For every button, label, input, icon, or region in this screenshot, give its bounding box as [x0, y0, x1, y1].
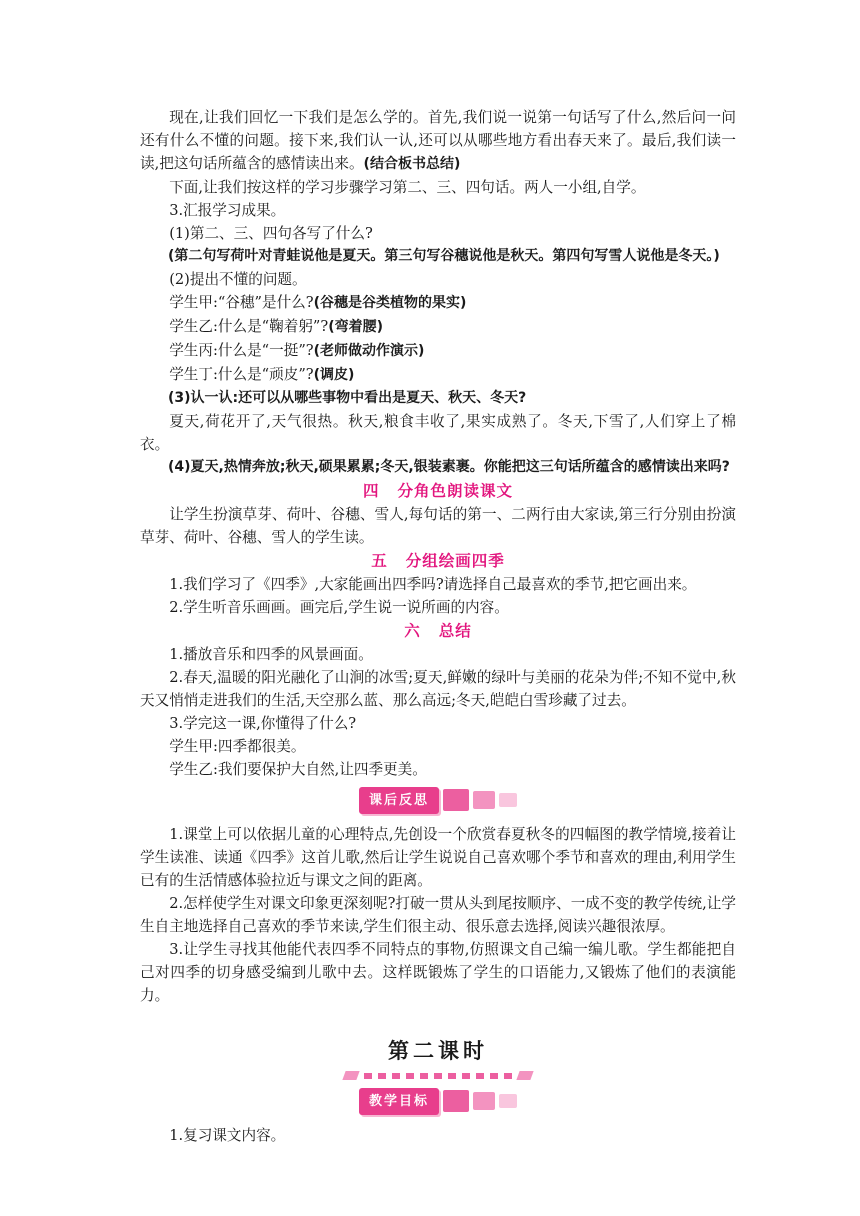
section-heading-5: 五 分组绘画四季: [371, 552, 505, 570]
banner-square: [473, 1092, 495, 1110]
bold-note: (结合板书总结): [363, 156, 461, 172]
banner-label: 课后反思: [359, 787, 439, 814]
paragraph: 现在,让我们回忆一下我们是怎么学的。首先,我们说一说第一句话写了什么,然后问一问还有什么不懂的问题。接下来,我们认一认,还可以从哪些地方看出春天来了。最后,我们读一读,把这句话所蕴含的感情读出来。(结合板书总结): [140, 109, 736, 172]
section-heading-6: 六 总结: [404, 622, 472, 640]
banner-square: [473, 791, 495, 809]
list-item: 3.让学生寻找其他能代表四季不同特点的事物,仿照课文自己编一编儿歌。学生都能把自己对四季的切身感受编到儿歌中去。这样既锻炼了学生的口语能力,又锻炼了他们的表演能力。: [140, 941, 736, 1004]
list-item: 1.我们学习了《四季》,大家能画出四季吗?请选择自己最喜欢的季节,把它画出来。: [169, 576, 697, 593]
list-item: 2.春天,温暖的阳光融化了山涧的冰雪;夏天,鲜嫩的绿叶与美丽的花朵为伴;不知不觉中,秋天又悄悄走进我们的生活,天空那么蓝、那么高远;冬天,皑皑白雪珍藏了过去。: [140, 669, 736, 709]
list-item: 2.怎样使学生对课文印象更深刻呢?打破一贯从头到尾按顺序、一成不变的教学传统,让学生自主地选择自己喜欢的季节来读,学生们很主动、很乐意去选择,阅读兴趣很浓厚。: [140, 895, 736, 935]
list-item: 1.播放音乐和四季的风景画面。: [169, 646, 373, 663]
bold-paragraph: (3)认一认:还可以从哪些事物中看出是夏天、秋天、冬天?: [168, 390, 527, 406]
paragraph: 夏天,荷花开了,天气很热。秋天,粮食丰收了,果实成熟了。冬天,下雪了,人们穿上了棉衣。: [140, 413, 736, 453]
paragraph: 3.汇报学习成果。: [169, 202, 286, 219]
list-item: 1.课堂上可以依据儿童的心理特点,先创设一个欣赏春夏秋冬的四幅图的教学情境,接着让学生读准、读通《四季》这首儿歌,然后让学生说说自己喜欢哪个季节和喜欢的理由,利用学生已有的生活情感体验拉近与课文之间的距离。: [140, 826, 736, 889]
banner-square: [443, 789, 469, 811]
bold-answer: (第二句写荷叶对青蛙说他是夏天。第三句写谷穗说他是秋天。第四句写雪人说他是冬天。): [168, 248, 720, 264]
paragraph: 下面,让我们按这样的学习步骤学习第二、三、四句话。两人一小组,自学。: [169, 179, 646, 196]
reflection-banner: [140, 787, 736, 813]
goals-banner: [140, 1088, 736, 1114]
paragraph: (1)第二、三、四句各写了什么?: [169, 225, 373, 242]
paragraph: 学生丙:什么是“一挺”?(老师做动作演示): [169, 342, 425, 359]
banner-square: [443, 1090, 469, 1112]
banner-square: [499, 793, 517, 807]
list-item: 学生乙:我们要保护大自然,让四季更美。: [169, 761, 427, 778]
paragraph: 学生甲:“谷穗”是什么?(谷穗是谷类植物的果实): [169, 294, 467, 311]
section-heading-4: 四 分角色朗读课文: [362, 482, 514, 500]
list-item: 学生甲:四季都很美。: [169, 738, 306, 755]
lesson-title: 第二课时: [388, 1039, 488, 1063]
paragraph: 学生丁:什么是“顽皮”?(调皮): [169, 366, 355, 383]
banner-label: 教学目标: [359, 1088, 439, 1115]
list-item: 3.学完这一课,你懂得了什么?: [169, 715, 357, 732]
bold-paragraph: (4)夏天,热情奔放;秋天,硕果累累;冬天,银装素裹。你能把这三句话所蕴含的感情读出来吗?: [168, 459, 730, 475]
list-item: 2.学生听音乐画画。画完后,学生说一说所画的内容。: [169, 599, 509, 616]
paragraph: 学生乙:什么是“鞠着躬”?(弯着腰): [169, 318, 383, 335]
list-item: 1.复习课文内容。: [169, 1127, 286, 1144]
paragraph: 让学生扮演草芽、荷叶、谷穗、雪人,每句话的第一、二两行由大家读,第三行分别由扮演草芽、荷叶、谷穗、雪人的学生读。: [140, 506, 736, 546]
document-body: [140, 106, 736, 1147]
paragraph: (2)提出不懂的问题。: [169, 271, 307, 288]
decorative-dots: [140, 1071, 736, 1080]
banner-square: [499, 1094, 517, 1108]
